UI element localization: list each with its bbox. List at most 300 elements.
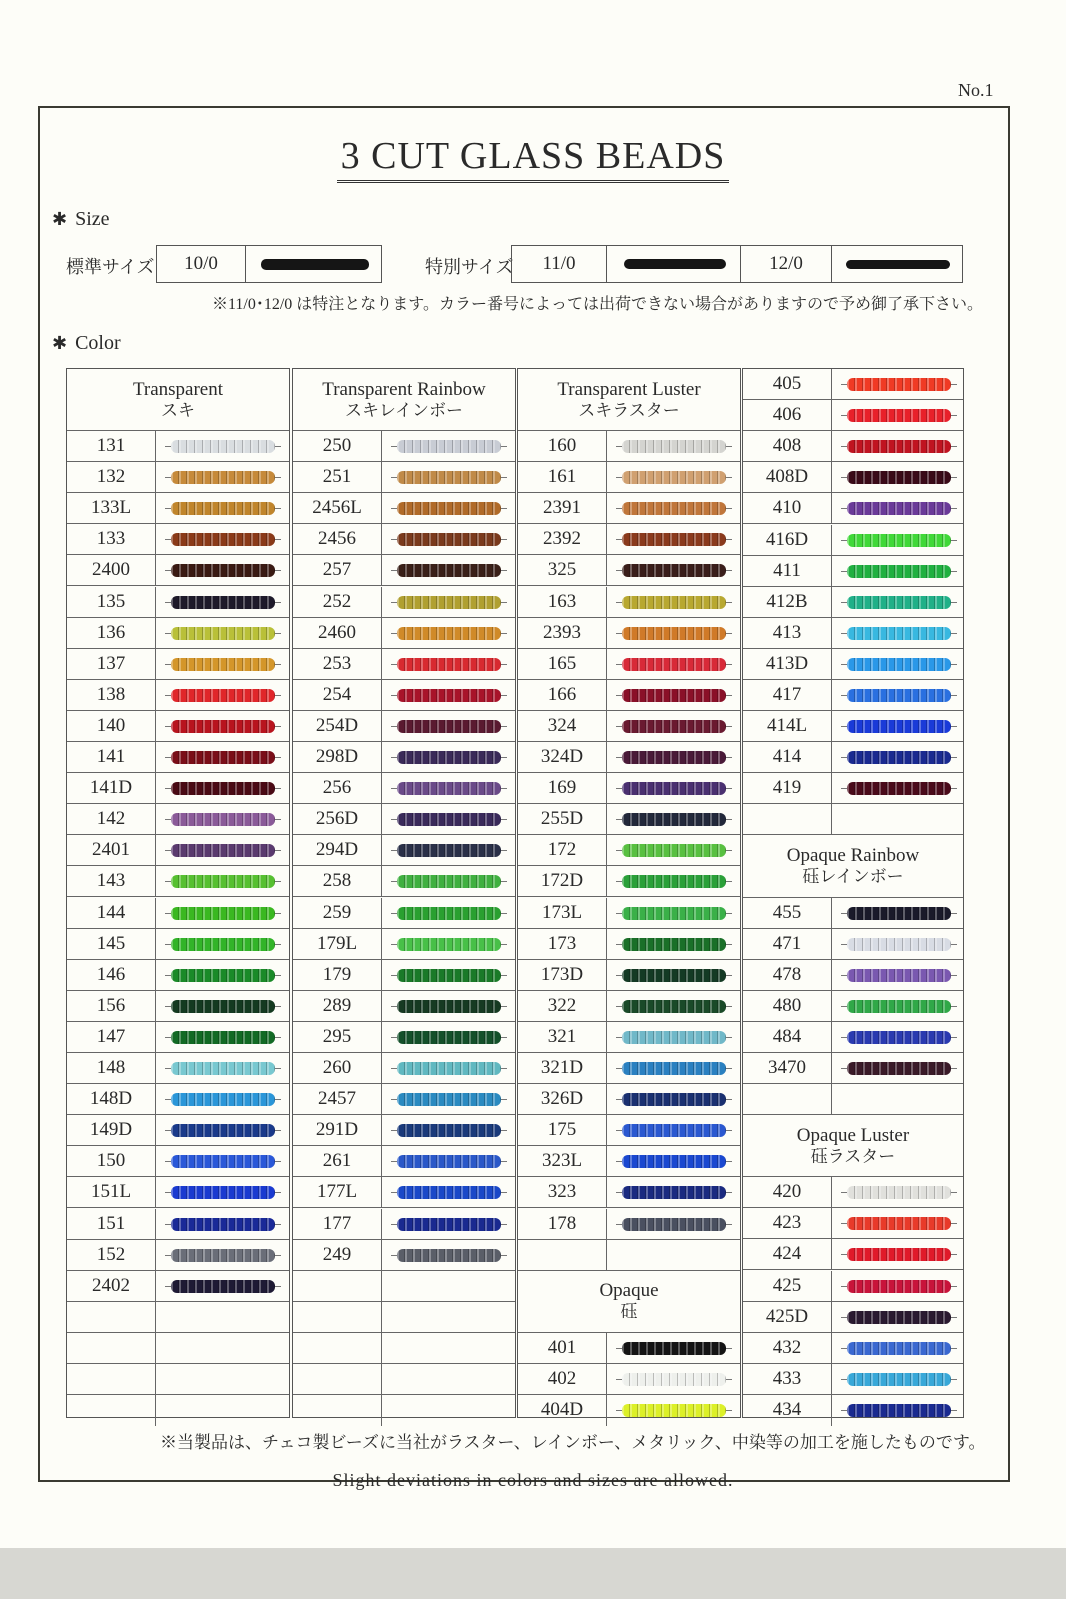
transparent-rainbow-empty-swatch-row xyxy=(293,1364,515,1395)
color-code: 324D xyxy=(518,742,607,772)
transparent-swatch-row xyxy=(67,524,289,555)
bead-strand-swatch xyxy=(622,1155,726,1168)
color-code: 143 xyxy=(67,866,156,896)
size-section-label xyxy=(52,208,110,231)
color-code: 132 xyxy=(67,462,156,492)
color-code: 322 xyxy=(518,991,607,1021)
bead-strand-swatch xyxy=(171,1280,275,1293)
opaque-rainbow-swatch-row xyxy=(743,929,963,960)
color-code: 321 xyxy=(518,1022,607,1052)
bead-strand-swatch xyxy=(397,689,501,702)
color-code: 408 xyxy=(743,431,832,461)
color-code: 321D xyxy=(518,1053,607,1083)
transparent-swatch-row xyxy=(67,431,289,462)
transparent-rainbow-swatch-row xyxy=(293,680,515,711)
transparent-rainbow-title: Transparent Rainbow xyxy=(322,378,486,400)
bead-strand-swatch xyxy=(171,502,275,515)
color-code: 260 xyxy=(293,1053,382,1083)
bead-strand-swatch xyxy=(397,596,501,609)
color-code: 414L xyxy=(743,711,832,741)
color-code: 420 xyxy=(743,1177,832,1207)
color-code: 291D xyxy=(293,1115,382,1145)
color-code: 177L xyxy=(293,1177,382,1207)
transparent-swatch-row xyxy=(67,773,289,804)
transparent-luster-swatch-row xyxy=(518,898,740,929)
transparent-luster-swatch-row xyxy=(518,1022,740,1053)
color-code: 478 xyxy=(743,960,832,990)
color-code xyxy=(743,804,832,834)
opaque-luster-swatch-row xyxy=(743,1395,963,1426)
color-code: 323 xyxy=(518,1177,607,1207)
bead-strand-swatch xyxy=(171,1062,275,1075)
opaque-solid-swatch-row xyxy=(743,773,963,804)
color-code xyxy=(743,1084,832,1114)
opaque-solid-swatch-row xyxy=(743,742,963,773)
transparent-luster-swatch-row xyxy=(518,929,740,960)
color-code xyxy=(518,1240,607,1270)
size-label-text: Size xyxy=(75,208,110,230)
transparent-luster-swatch-row xyxy=(518,1115,740,1146)
color-code: 148D xyxy=(67,1084,156,1114)
transparent-luster-swatch-row xyxy=(518,1209,740,1240)
color-code xyxy=(67,1364,156,1394)
color-code: 406 xyxy=(743,400,832,430)
bead-strand-swatch xyxy=(397,938,501,951)
column-transparent-rainbow xyxy=(292,368,516,1418)
transparent-luster-swatch-row xyxy=(518,587,740,618)
bead-strand-swatch xyxy=(847,938,951,951)
opaque-rainbow-title-jp: 砡レインボー xyxy=(802,867,904,886)
bead-strand-swatch xyxy=(397,1000,501,1013)
bead-strand-swatch xyxy=(847,751,951,764)
asterisk-icon: ✱ xyxy=(52,209,68,230)
opaque-solid-empty-swatch-row xyxy=(743,804,963,835)
bead-strand-swatch xyxy=(397,502,501,515)
opaque-rainbow-header xyxy=(743,836,963,898)
transparent-rainbow-swatch-row xyxy=(293,804,515,835)
bead-strand-swatch xyxy=(622,533,726,546)
color-code: 294D xyxy=(293,835,382,865)
transparent-swatch-row xyxy=(67,804,289,835)
opaque-solid-swatch-row xyxy=(743,649,963,680)
bead-strand-swatch xyxy=(847,1311,951,1324)
bead-strand-swatch xyxy=(171,471,275,484)
bead-strand-swatch xyxy=(847,378,951,391)
bead-strand-swatch xyxy=(171,751,275,764)
bead-strand-swatch xyxy=(847,658,951,671)
bead-strand-swatch xyxy=(847,1404,951,1417)
opaque-swatch-row xyxy=(518,1364,740,1395)
transparent-luster-swatch-row xyxy=(518,431,740,462)
bead-strand-swatch xyxy=(847,534,951,547)
color-code: 251 xyxy=(293,462,382,492)
transparent-empty-swatch-row xyxy=(67,1395,289,1426)
color-code: 259 xyxy=(293,898,382,928)
color-code: 325 xyxy=(518,555,607,585)
color-code: 2391 xyxy=(518,493,607,523)
special-size-label: 特別サイズ xyxy=(425,257,514,277)
color-code: 254D xyxy=(293,711,382,741)
transparent-rainbow-header xyxy=(293,369,515,431)
transparent-rainbow-swatch-row xyxy=(293,742,515,773)
transparent-swatch-row xyxy=(67,1022,289,1053)
bead-strand-swatch xyxy=(171,689,275,702)
color-code: 136 xyxy=(67,618,156,648)
bead-strand-swatch xyxy=(171,844,275,857)
transparent-luster-empty-swatch-row xyxy=(518,1240,740,1271)
column-transparent xyxy=(66,368,290,1418)
opaque-rainbow-swatch-row xyxy=(743,1022,963,1053)
bead-strand-swatch xyxy=(397,1249,501,1262)
transparent-empty-swatch-row xyxy=(67,1364,289,1395)
transparent-luster-swatch-row xyxy=(518,742,740,773)
bead-strand-swatch xyxy=(847,1217,951,1230)
transparent-rainbow-swatch-row xyxy=(293,1240,515,1271)
color-code: 326D xyxy=(518,1084,607,1114)
transparent-rainbow-swatch-row xyxy=(293,1209,515,1240)
opaque-rainbow-swatch-row xyxy=(743,898,963,929)
color-code: 145 xyxy=(67,929,156,959)
color-code: 173D xyxy=(518,960,607,990)
bead-strand-swatch xyxy=(397,440,501,453)
transparent-header xyxy=(67,369,289,431)
opaque-luster-swatch-row xyxy=(743,1333,963,1364)
bead-strand-swatch xyxy=(397,969,501,982)
bead-strand-swatch xyxy=(622,813,726,826)
bead-strand-swatch xyxy=(622,1373,726,1386)
transparent-swatch-row xyxy=(67,1053,289,1084)
bead-strand-swatch xyxy=(847,1000,951,1013)
color-label-text: Color xyxy=(75,332,121,354)
bead-strand-swatch xyxy=(847,627,951,640)
transparent-luster-title: Transparent Luster xyxy=(557,378,701,400)
bead-strand-swatch xyxy=(171,1000,275,1013)
bead-strand-swatch xyxy=(622,689,726,702)
opaque-solid-swatch-row xyxy=(743,680,963,711)
transparent-empty-swatch-row xyxy=(67,1333,289,1364)
color-code: 160 xyxy=(518,431,607,461)
bead-sample-11-0 xyxy=(624,259,726,269)
bead-strand-swatch xyxy=(171,440,275,453)
transparent-luster-swatch-row xyxy=(518,804,740,835)
color-code: 2456 xyxy=(293,524,382,554)
bead-strand-swatch xyxy=(171,658,275,671)
bead-strand-swatch xyxy=(622,969,726,982)
color-code: 173 xyxy=(518,929,607,959)
color-code: 144 xyxy=(67,898,156,928)
bead-strand-swatch xyxy=(171,1186,275,1199)
transparent-luster-swatch-row xyxy=(518,773,740,804)
bead-strand-swatch xyxy=(622,658,726,671)
bead-strand-swatch xyxy=(171,813,275,826)
bead-strand-swatch xyxy=(397,844,501,857)
bead-strand-swatch xyxy=(397,1031,501,1044)
transparent-swatch-row xyxy=(67,866,289,897)
bead-strand-swatch xyxy=(171,627,275,640)
color-section-label xyxy=(52,332,121,355)
color-code: 3470 xyxy=(743,1053,832,1083)
bead-strand-swatch xyxy=(171,969,275,982)
bead-strand-swatch xyxy=(847,440,951,453)
color-code: 250 xyxy=(293,431,382,461)
color-code: 135 xyxy=(67,587,156,617)
transparent-title: Transparent xyxy=(132,378,224,400)
color-code: 412B xyxy=(743,587,832,617)
color-code: 152 xyxy=(67,1240,156,1270)
bead-strand-swatch xyxy=(847,1373,951,1386)
transparent-title-jp: スキ xyxy=(161,400,195,420)
transparent-luster-title-jp: スキラスター xyxy=(578,400,680,420)
bead-strand-swatch xyxy=(847,1280,951,1293)
color-code: 2393 xyxy=(518,618,607,648)
transparent-luster-swatch-row xyxy=(518,680,740,711)
bead-strand-swatch xyxy=(847,1186,951,1199)
page-number: No.1 xyxy=(958,80,994,100)
bead-strand-swatch xyxy=(622,907,726,920)
opaque-solid-swatch-row xyxy=(743,369,963,400)
color-code: 148 xyxy=(67,1053,156,1083)
opaque-luster-header xyxy=(743,1115,963,1177)
transparent-swatch-row xyxy=(67,680,289,711)
transparent-rainbow-swatch-row xyxy=(293,524,515,555)
asterisk-icon: ✱ xyxy=(52,333,68,354)
scan-margin xyxy=(0,1548,1066,1599)
color-code: 413 xyxy=(743,618,832,648)
bead-strand-swatch xyxy=(622,471,726,484)
color-code: 156 xyxy=(67,991,156,1021)
bead-strand-swatch xyxy=(847,689,951,702)
bead-strand-swatch xyxy=(397,627,501,640)
bead-strand-swatch xyxy=(622,751,726,764)
transparent-swatch-row xyxy=(67,991,289,1022)
opaque-solid-swatch-row xyxy=(743,493,963,524)
transparent-luster-swatch-row xyxy=(518,960,740,991)
color-code: 471 xyxy=(743,929,832,959)
bead-strand-swatch xyxy=(171,875,275,888)
color-code xyxy=(67,1302,156,1332)
footer-disclaimer: Slight deviations in colors and sizes are allowed. xyxy=(332,1470,734,1490)
color-code: 2401 xyxy=(67,835,156,865)
bead-strand-swatch xyxy=(171,1124,275,1137)
bead-strand-swatch xyxy=(847,1031,951,1044)
transparent-rainbow-swatch-row xyxy=(293,555,515,586)
transparent-swatch-row xyxy=(67,1084,289,1115)
bead-strand-swatch xyxy=(171,564,275,577)
transparent-rainbow-swatch-row xyxy=(293,649,515,680)
bead-strand-swatch xyxy=(171,1155,275,1168)
bead-strand-swatch xyxy=(397,1218,501,1231)
transparent-rainbow-swatch-row xyxy=(293,1146,515,1177)
transparent-swatch-row xyxy=(67,1209,289,1240)
color-code: 166 xyxy=(518,680,607,710)
color-code: 177 xyxy=(293,1209,382,1239)
color-code: 424 xyxy=(743,1239,832,1269)
opaque-solid-swatch-row xyxy=(743,400,963,431)
bead-strand-swatch xyxy=(622,596,726,609)
color-code: 425 xyxy=(743,1271,832,1301)
transparent-rainbow-empty-swatch-row xyxy=(293,1395,515,1426)
color-code: 255D xyxy=(518,804,607,834)
transparent-swatch-row xyxy=(67,649,289,680)
color-code: 165 xyxy=(518,649,607,679)
color-code: 149D xyxy=(67,1115,156,1145)
transparent-swatch-row xyxy=(67,1146,289,1177)
color-code: 179L xyxy=(293,929,382,959)
transparent-luster-swatch-row xyxy=(518,1084,740,1115)
transparent-rainbow-swatch-row xyxy=(293,711,515,742)
column-opaque-right xyxy=(742,368,964,1421)
transparent-swatch-row xyxy=(67,1177,289,1208)
color-code: 295 xyxy=(293,1022,382,1052)
color-code: 2392 xyxy=(518,524,607,554)
bead-strand-swatch xyxy=(847,1062,951,1075)
color-code: 455 xyxy=(743,898,832,928)
color-code: 433 xyxy=(743,1364,832,1394)
transparent-rainbow-swatch-row xyxy=(293,773,515,804)
bead-strand-swatch xyxy=(397,533,501,546)
bead-strand-swatch xyxy=(397,907,501,920)
bead-strand-swatch xyxy=(622,844,726,857)
transparent-rainbow-swatch-row xyxy=(293,1177,515,1208)
transparent-luster-swatch-row xyxy=(518,524,740,555)
transparent-rainbow-swatch-row xyxy=(293,960,515,991)
opaque-swatch-row xyxy=(518,1395,740,1426)
color-code: 256 xyxy=(293,773,382,803)
special-size-value-1: 11/0 xyxy=(512,246,607,282)
bead-strand-swatch xyxy=(171,938,275,951)
transparent-luster-swatch-row xyxy=(518,866,740,897)
transparent-swatch-row xyxy=(67,835,289,866)
transparent-luster-swatch-row xyxy=(518,555,740,586)
opaque-luster-swatch-row xyxy=(743,1271,963,1302)
color-code: 410 xyxy=(743,493,832,523)
bead-strand-swatch xyxy=(847,720,951,733)
transparent-rainbow-swatch-row xyxy=(293,587,515,618)
bead-strand-swatch xyxy=(622,440,726,453)
transparent-rainbow-empty-swatch-row xyxy=(293,1333,515,1364)
color-code: 252 xyxy=(293,587,382,617)
bead-strand-swatch xyxy=(622,938,726,951)
color-code: 147 xyxy=(67,1022,156,1052)
transparent-rainbow-swatch-row xyxy=(293,462,515,493)
bead-strand-swatch xyxy=(622,875,726,888)
transparent-swatch-row xyxy=(67,1115,289,1146)
bead-strand-swatch xyxy=(847,471,951,484)
bead-strand-swatch xyxy=(397,1062,501,1075)
transparent-luster-swatch-row xyxy=(518,711,740,742)
color-code: 249 xyxy=(293,1240,382,1270)
opaque-luster-swatch-row xyxy=(743,1239,963,1270)
color-code: 324 xyxy=(518,711,607,741)
color-code xyxy=(67,1333,156,1363)
transparent-rainbow-swatch-row xyxy=(293,1084,515,1115)
color-code: 432 xyxy=(743,1333,832,1363)
bead-strand-swatch xyxy=(622,502,726,515)
transparent-rainbow-swatch-row xyxy=(293,1115,515,1146)
color-code: 142 xyxy=(67,804,156,834)
transparent-swatch-row xyxy=(67,587,289,618)
bead-strand-swatch xyxy=(171,1093,275,1106)
transparent-rainbow-swatch-row xyxy=(293,929,515,960)
opaque-title-jp: 砡 xyxy=(620,1302,638,1322)
transparent-rainbow-swatch-row xyxy=(293,1022,515,1053)
color-code: 133 xyxy=(67,524,156,554)
transparent-swatch-row xyxy=(67,929,289,960)
title-text: 3 CUT GLASS BEADS xyxy=(337,134,730,183)
opaque-solid-swatch-row xyxy=(743,525,963,556)
color-code: 151 xyxy=(67,1209,156,1239)
standard-size-label: 標準サイズ xyxy=(66,257,155,277)
bead-strand-swatch xyxy=(171,1249,275,1262)
bead-strand-swatch xyxy=(171,1218,275,1231)
color-code: 2402 xyxy=(67,1271,156,1301)
color-code: 140 xyxy=(67,711,156,741)
color-code: 169 xyxy=(518,773,607,803)
standard-size-value: 10/0 xyxy=(157,246,246,282)
transparent-rainbow-swatch-row xyxy=(293,1053,515,1084)
opaque-solid-swatch-row xyxy=(743,711,963,742)
opaque-luster-swatch-row xyxy=(743,1364,963,1395)
color-code: 423 xyxy=(743,1208,832,1238)
opaque-rainbow-swatch-row xyxy=(743,991,963,1022)
special-size-box xyxy=(511,245,963,283)
transparent-luster-swatch-row xyxy=(518,618,740,649)
bead-strand-swatch xyxy=(622,1404,726,1417)
color-code xyxy=(293,1302,382,1332)
color-code: 179 xyxy=(293,960,382,990)
transparent-swatch-row xyxy=(67,462,289,493)
color-code xyxy=(293,1271,382,1301)
color-code: 484 xyxy=(743,1022,832,1052)
color-code: 411 xyxy=(743,556,832,586)
transparent-swatch-row xyxy=(67,898,289,929)
bead-sample-10-0 xyxy=(261,259,369,270)
color-code: 141 xyxy=(67,742,156,772)
footer-note: ※当製品は、チェコ製ビーズに当社がラスター、レインボー、メタリック、中染等の加工を施したものです。 xyxy=(160,1433,986,1452)
bead-strand-swatch xyxy=(622,1218,726,1231)
color-code: 408D xyxy=(743,462,832,492)
transparent-swatch-row xyxy=(67,555,289,586)
color-code: 414 xyxy=(743,742,832,772)
transparent-rainbow-swatch-row xyxy=(293,866,515,897)
bead-strand-swatch xyxy=(397,782,501,795)
transparent-rainbow-swatch-row xyxy=(293,618,515,649)
bead-strand-swatch xyxy=(622,1031,726,1044)
bead-strand-swatch xyxy=(847,409,951,422)
opaque-solid-swatch-row xyxy=(743,431,963,462)
bead-strand-swatch xyxy=(622,720,726,733)
opaque-solid-swatch-row xyxy=(743,462,963,493)
color-code: 137 xyxy=(67,649,156,679)
color-code: 178 xyxy=(518,1209,607,1239)
transparent-luster-header xyxy=(518,369,740,431)
bead-strand-swatch xyxy=(171,596,275,609)
color-code xyxy=(67,1395,156,1426)
transparent-rainbow-empty-swatch-row xyxy=(293,1271,515,1302)
standard-size-box xyxy=(156,245,382,283)
bead-strand-swatch xyxy=(622,1062,726,1075)
color-code: 323L xyxy=(518,1146,607,1176)
bead-strand-swatch xyxy=(171,782,275,795)
color-code: 425D xyxy=(743,1302,832,1332)
color-code: 161 xyxy=(518,462,607,492)
transparent-rainbow-title-jp: スキレインボー xyxy=(345,400,463,420)
transparent-swatch-row xyxy=(67,711,289,742)
bead-strand-swatch xyxy=(847,907,951,920)
bead-strand-swatch xyxy=(622,1186,726,1199)
bead-strand-swatch xyxy=(397,1093,501,1106)
color-code xyxy=(293,1364,382,1394)
